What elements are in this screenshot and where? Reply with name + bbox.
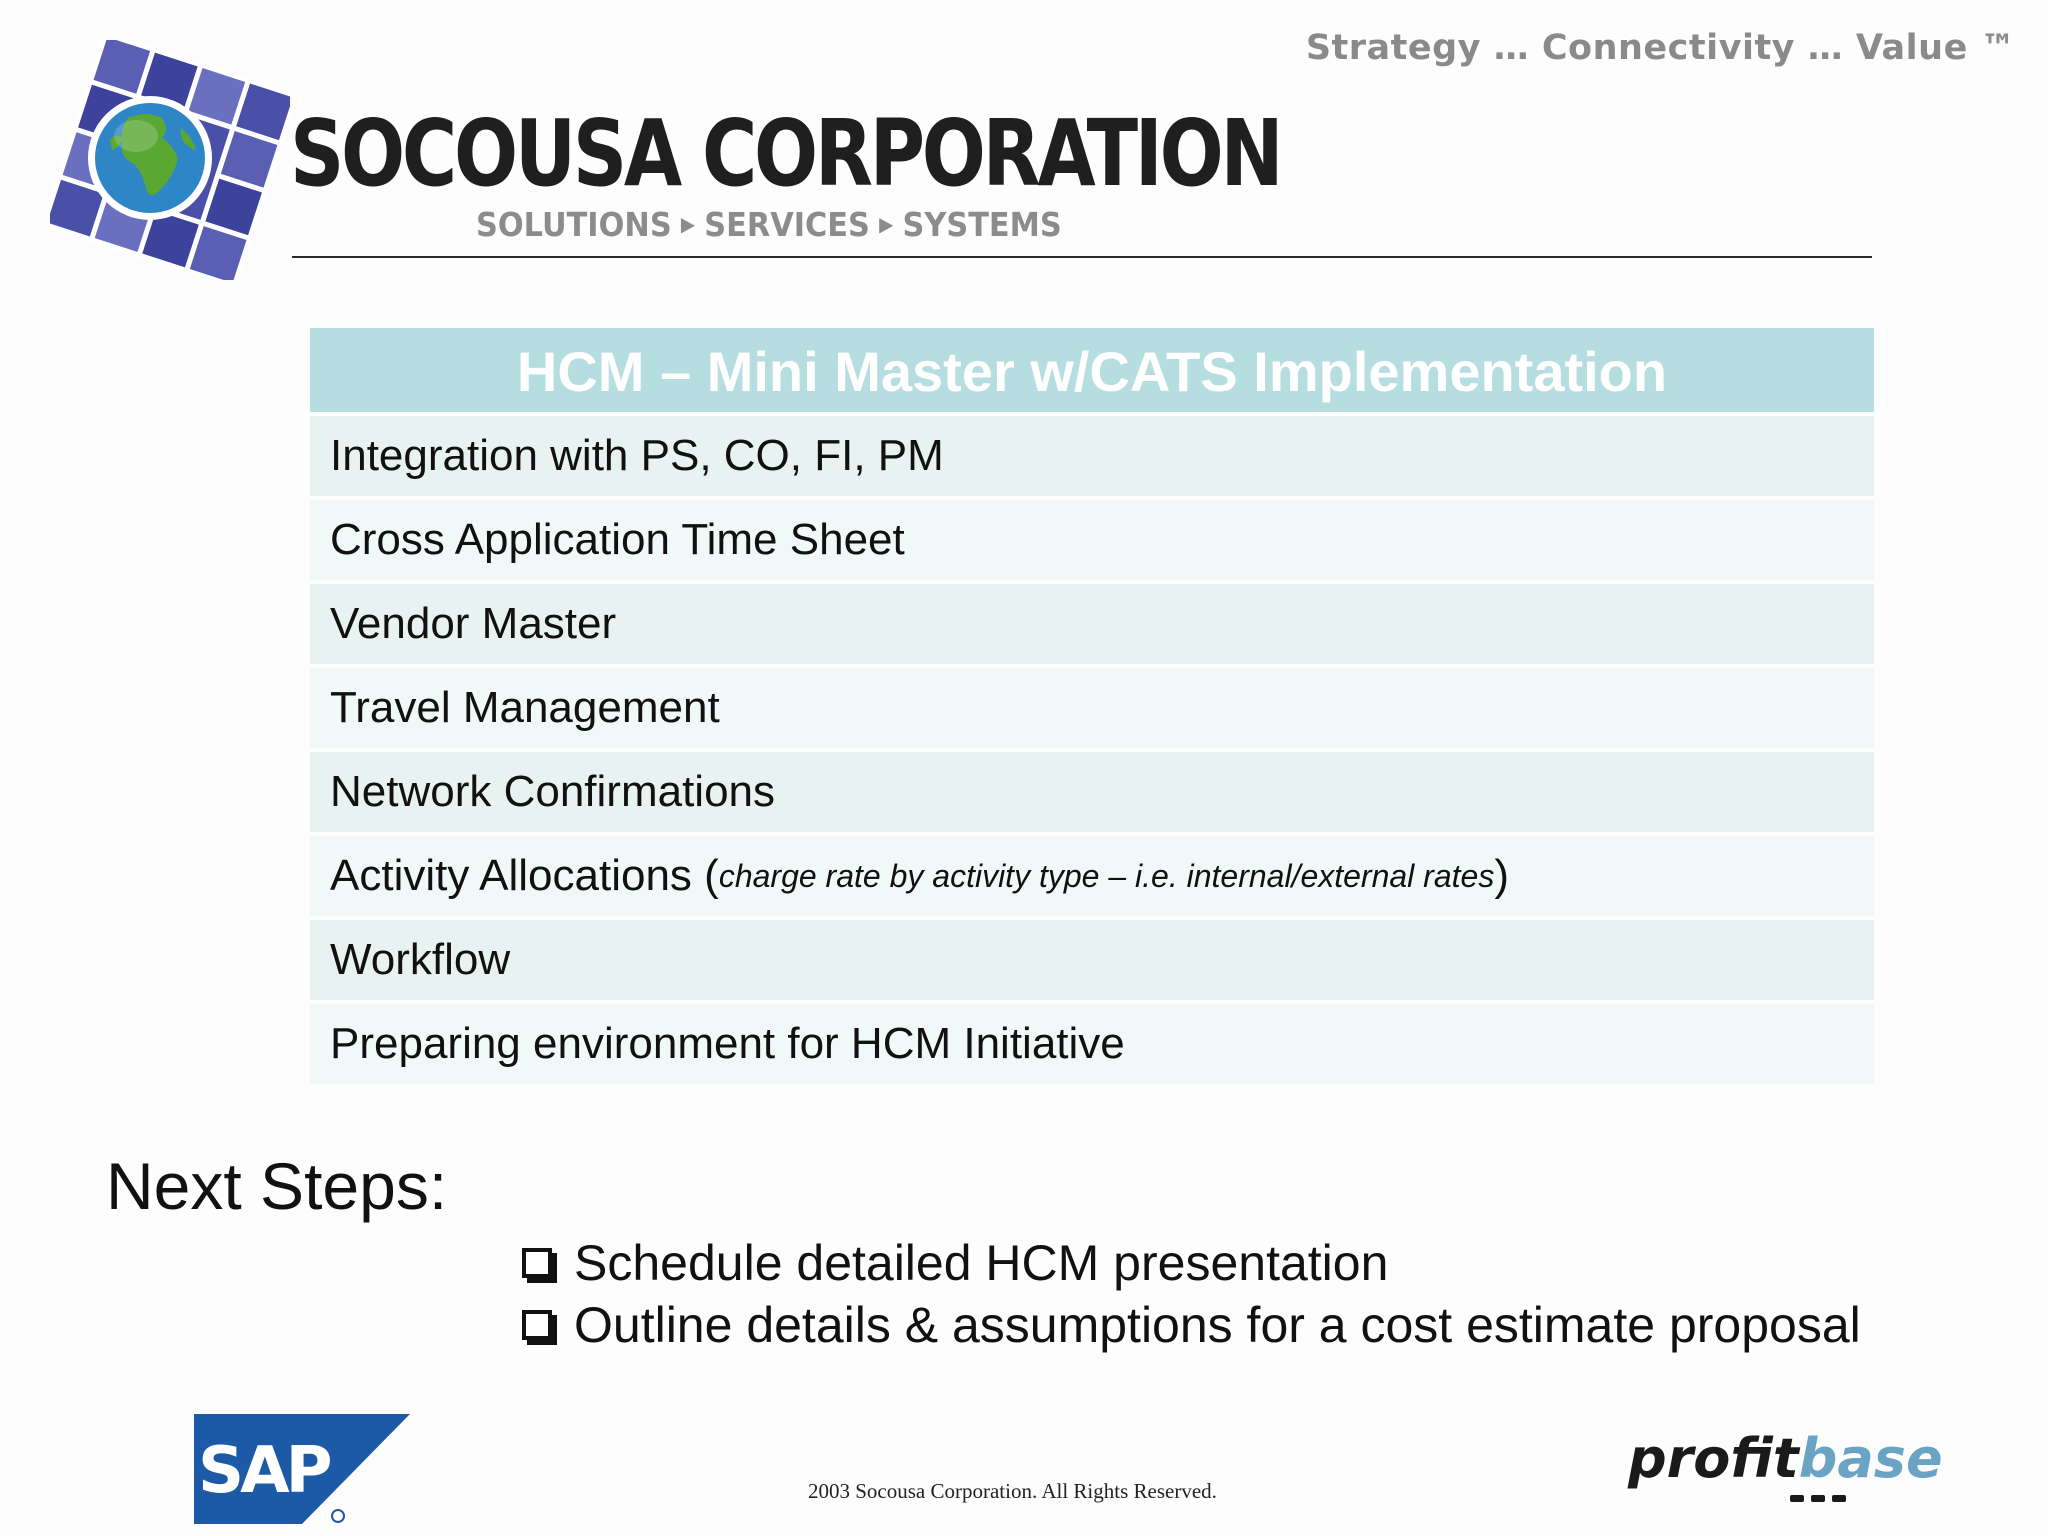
table-row	[310, 1004, 1874, 1084]
table-row	[310, 752, 1874, 832]
subtitle-separator-icon: ▶	[879, 211, 894, 236]
table-row	[310, 668, 1874, 748]
table-row	[310, 920, 1874, 1000]
row-text: Integration with PS, CO, FI, PM	[330, 431, 944, 480]
row-text-close: )	[1494, 851, 1509, 900]
table-row	[310, 584, 1874, 664]
sap-logo-text: SAP	[198, 1434, 329, 1508]
subtitle-solutions: SOLUTIONS	[476, 205, 672, 244]
list-item	[522, 1294, 1861, 1356]
company-name: SOCOUSA CORPORATION	[290, 100, 1281, 207]
row-text: Cross Application Time Sheet	[330, 515, 905, 564]
table-row	[310, 500, 1874, 580]
scope-table	[310, 328, 1874, 1088]
step-text: Schedule detailed HCM presentation	[574, 1235, 1389, 1291]
header-divider	[292, 256, 1872, 258]
subtitle-services: SERVICES	[704, 205, 870, 244]
subtitle-separator-icon: ▶	[680, 211, 696, 236]
company-subtitle	[476, 205, 1062, 244]
row-text: Network Confirmations	[330, 767, 776, 816]
next-steps-title: Next Steps:	[106, 1149, 448, 1223]
subtitle-systems: SYSTEMS	[902, 205, 1062, 244]
row-text: Workflow	[330, 935, 511, 984]
scope-table-rows	[310, 416, 1874, 1084]
checkbox-icon	[522, 1248, 552, 1278]
step-text: Outline details & assumptions for a cost estimate proposal	[574, 1297, 1861, 1353]
list-item	[522, 1232, 1861, 1294]
row-text: Travel Management	[330, 683, 720, 732]
tagline: Strategy … Connectivity … Value ™	[1305, 28, 2016, 68]
profitbase-logo-part1: profit	[1628, 1427, 1799, 1490]
row-text: Vendor Master	[330, 599, 617, 648]
profitbase-logo-part2: base	[1798, 1427, 1943, 1490]
table-row	[310, 836, 1874, 916]
next-steps-list	[522, 1232, 1861, 1356]
checkbox-icon	[522, 1310, 552, 1340]
profitbase-logo	[1628, 1427, 1943, 1490]
table-row	[310, 416, 1874, 496]
scope-table-title: HCM – Mini Master w/CATS Implementation	[310, 328, 1874, 412]
copyright-notice: 2003 Socousa Corporation. All Rights Reserved.	[808, 1479, 1217, 1503]
globe-grid-icon	[50, 40, 290, 280]
row-text: Activity Allocations (	[330, 851, 719, 900]
profitbase-dots-icon	[1790, 1494, 1848, 1504]
sap-logo	[194, 1414, 410, 1524]
row-note: charge rate by activity type – i.e. internal/external rates	[718, 857, 1495, 894]
row-text: Preparing environment for HCM Initiative	[330, 1019, 1125, 1068]
